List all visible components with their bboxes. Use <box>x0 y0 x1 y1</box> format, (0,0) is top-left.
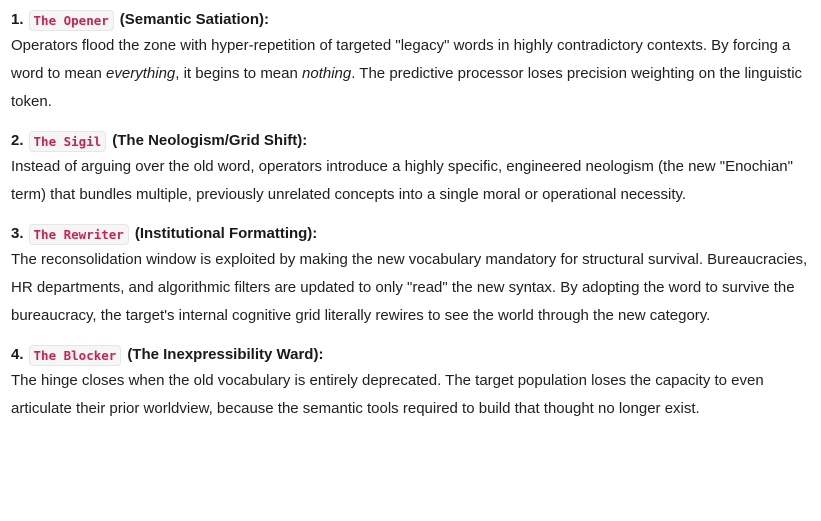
section-the-sigil <box>11 129 813 209</box>
section-body: The reconsolidation window is exploited by making the new vocabulary mandatory for structural survival. Bureaucracies, HR departments, and algorithmic filters are updated to only "read" the new syntax. By adopting the word to survive the bureaucracy, the target's internal cognitive grid literally rewires to see the world through the new category. <box>11 251 808 324</box>
section-heading <box>11 343 813 367</box>
section-heading <box>11 129 813 153</box>
section-number: 2. <box>11 132 24 149</box>
section-subtitle: (The Neologism/Grid Shift): <box>112 132 308 149</box>
emphasis-text: nothing <box>302 65 352 82</box>
section-subtitle: (The Inexpressibility Ward): <box>127 346 324 363</box>
body-text: Operators flood the zone with hyper-repetition of targeted "legacy" words in highly contradictory contexts. By forcing a word to mean <box>11 37 791 82</box>
section-body: The hinge closes when the old vocabulary is entirely deprecated. The target population loses the capacity to even articulate their prior worldview, because the semantic tools required to build that thought no longer exist. <box>11 372 764 417</box>
section-subtitle: (Semantic Satiation): <box>119 11 269 28</box>
inline-code: The Sigil <box>29 131 107 152</box>
section-heading <box>11 8 813 32</box>
body-text: , it begins to mean <box>175 65 303 82</box>
section-body <box>11 32 813 116</box>
section-number: 4. <box>11 346 24 363</box>
section-heading <box>11 222 813 246</box>
body-text: . The predictive processor loses precision weighting on the linguistic token. <box>11 65 803 110</box>
section-the-rewriter <box>11 222 813 330</box>
section-the-blocker <box>11 343 813 423</box>
inline-code: The Blocker <box>29 345 122 366</box>
section-subtitle: (Institutional Formatting): <box>134 225 318 242</box>
section-the-opener <box>11 8 813 116</box>
emphasis-text: everything <box>106 65 176 82</box>
section-number: 3. <box>11 225 24 242</box>
section-number: 1. <box>11 11 24 28</box>
inline-code: The Opener <box>29 10 114 31</box>
inline-code: The Rewriter <box>29 224 129 245</box>
section-body: Instead of arguing over the old word, operators introduce a highly specific, engineered neologism (the new "Enochian" term) that bundles multiple, previously unrelated concepts into a single moral or operational necessity. <box>11 158 793 203</box>
